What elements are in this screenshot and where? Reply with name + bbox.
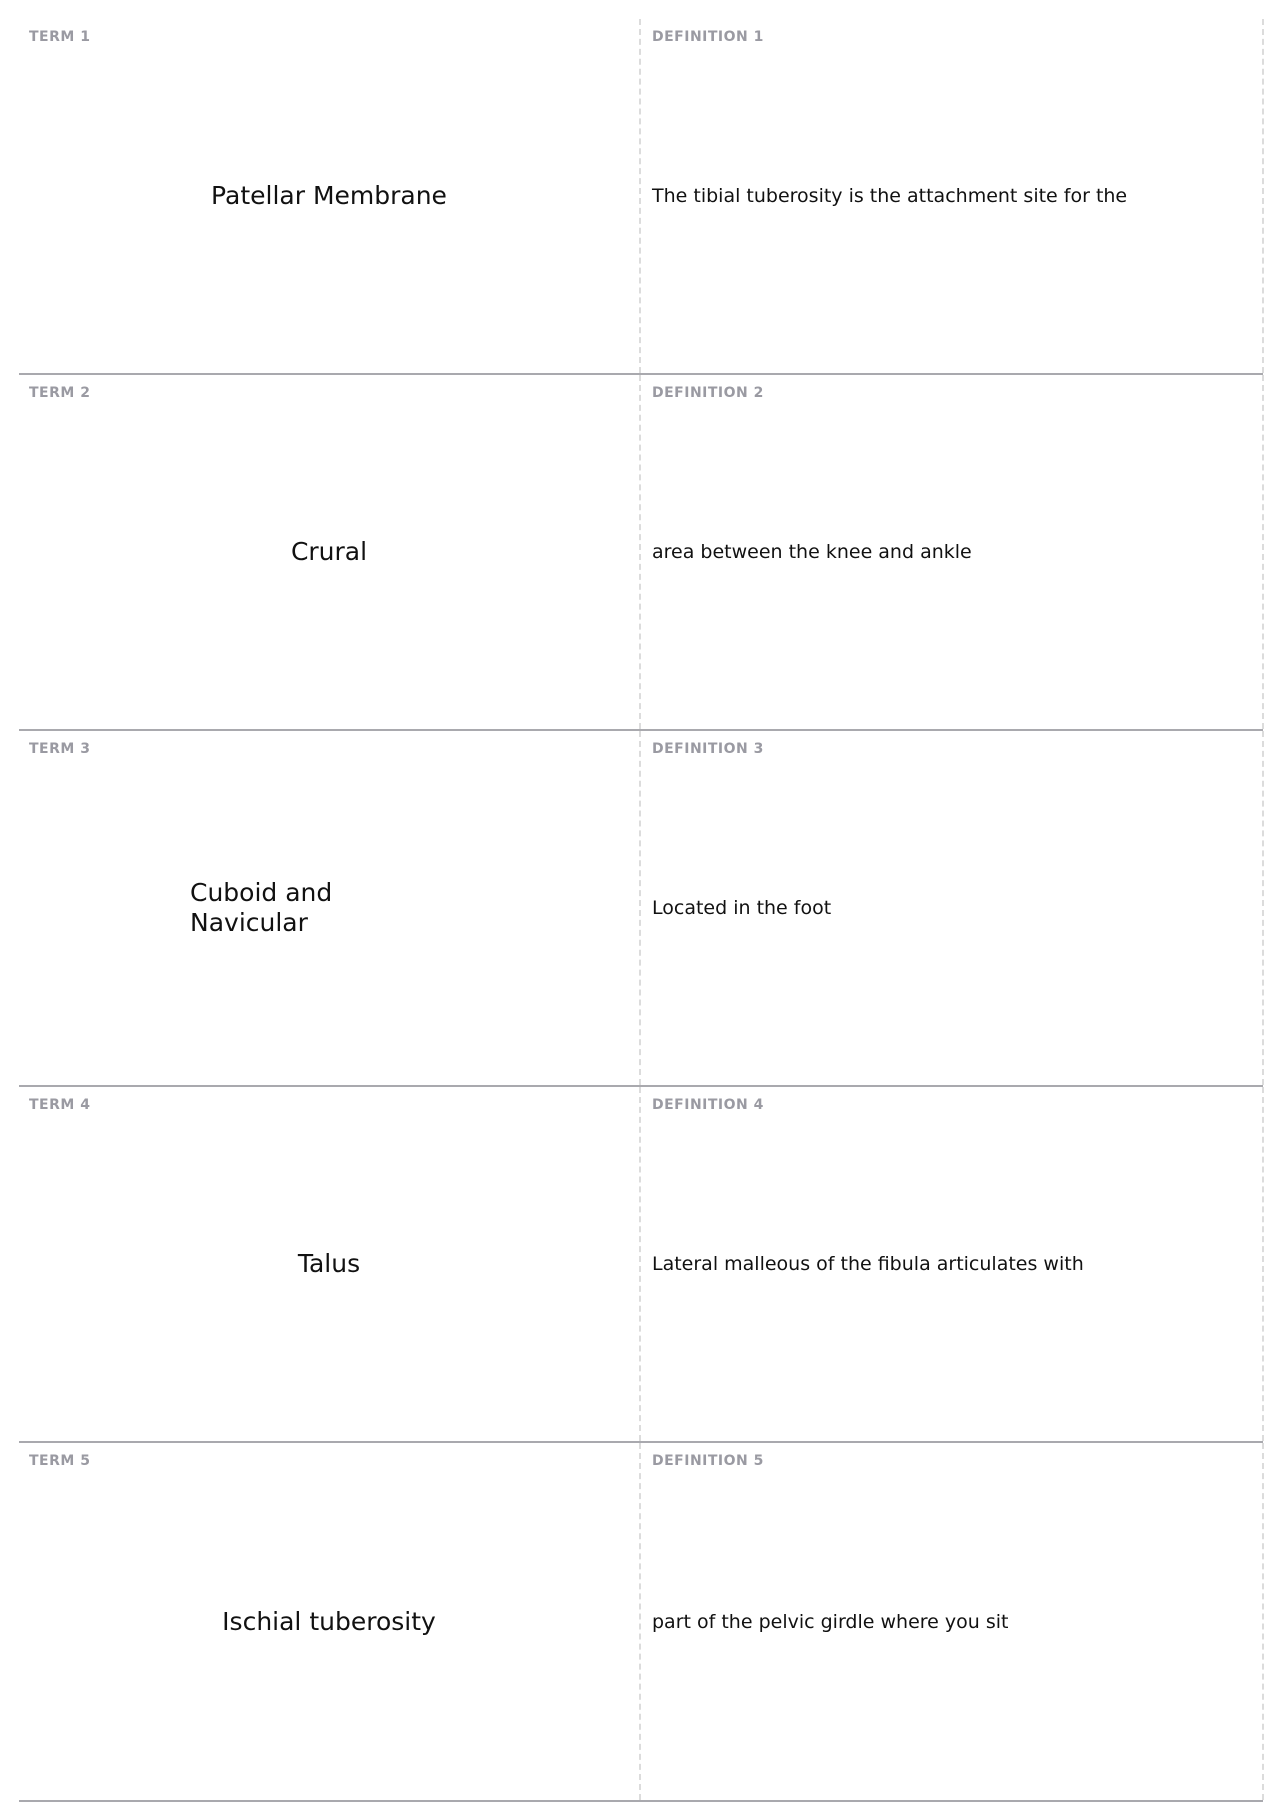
definition-cell <box>642 375 1264 729</box>
term-text: Patellar Membrane <box>211 181 447 210</box>
definition-label: DEFINITION 5 <box>652 1453 764 1469</box>
term-cell <box>19 1087 641 1441</box>
term-label: TERM 3 <box>29 741 91 757</box>
term-label: TERM 2 <box>29 385 91 401</box>
flashcard-sheet <box>19 19 1263 1802</box>
term-label: TERM 5 <box>29 1453 91 1469</box>
definition-label: DEFINITION 4 <box>652 1097 764 1113</box>
definition-text: part of the pelvic girdle where you sit <box>652 1610 1009 1633</box>
term-cell <box>19 731 641 1085</box>
definition-cell <box>642 731 1264 1085</box>
definition-label: DEFINITION 1 <box>652 29 764 45</box>
definition-text: Located in the foot <box>652 897 832 919</box>
flashcard-row <box>19 1087 1263 1443</box>
flashcard-row <box>19 375 1263 731</box>
term-text: Crural <box>290 537 368 566</box>
definition-cell <box>642 19 1264 373</box>
term-cell <box>19 375 641 729</box>
definition-label: DEFINITION 3 <box>652 741 764 757</box>
term-label: TERM 4 <box>29 1097 91 1113</box>
definition-cell <box>642 1087 1264 1441</box>
term-text: Talus <box>297 1249 361 1278</box>
term-text: Cuboid and Navicular <box>190 878 333 937</box>
term-cell <box>19 1443 641 1800</box>
definition-label: DEFINITION 2 <box>652 385 764 401</box>
flashcard-row <box>19 1443 1263 1802</box>
definition-cell <box>642 1443 1264 1800</box>
definition-text: The tibial tuberosity is the attachment site for the <box>652 185 1128 207</box>
term-label: TERM 1 <box>29 29 91 45</box>
definition-text: Lateral malleous of the fibula articulates with <box>652 1253 1084 1275</box>
term-text: Ischial tuberosity <box>222 1606 436 1636</box>
definition-text: area between the knee and ankle <box>652 541 972 563</box>
flashcard-row <box>19 731 1263 1087</box>
term-cell <box>19 19 641 373</box>
flashcard-row <box>19 19 1263 375</box>
